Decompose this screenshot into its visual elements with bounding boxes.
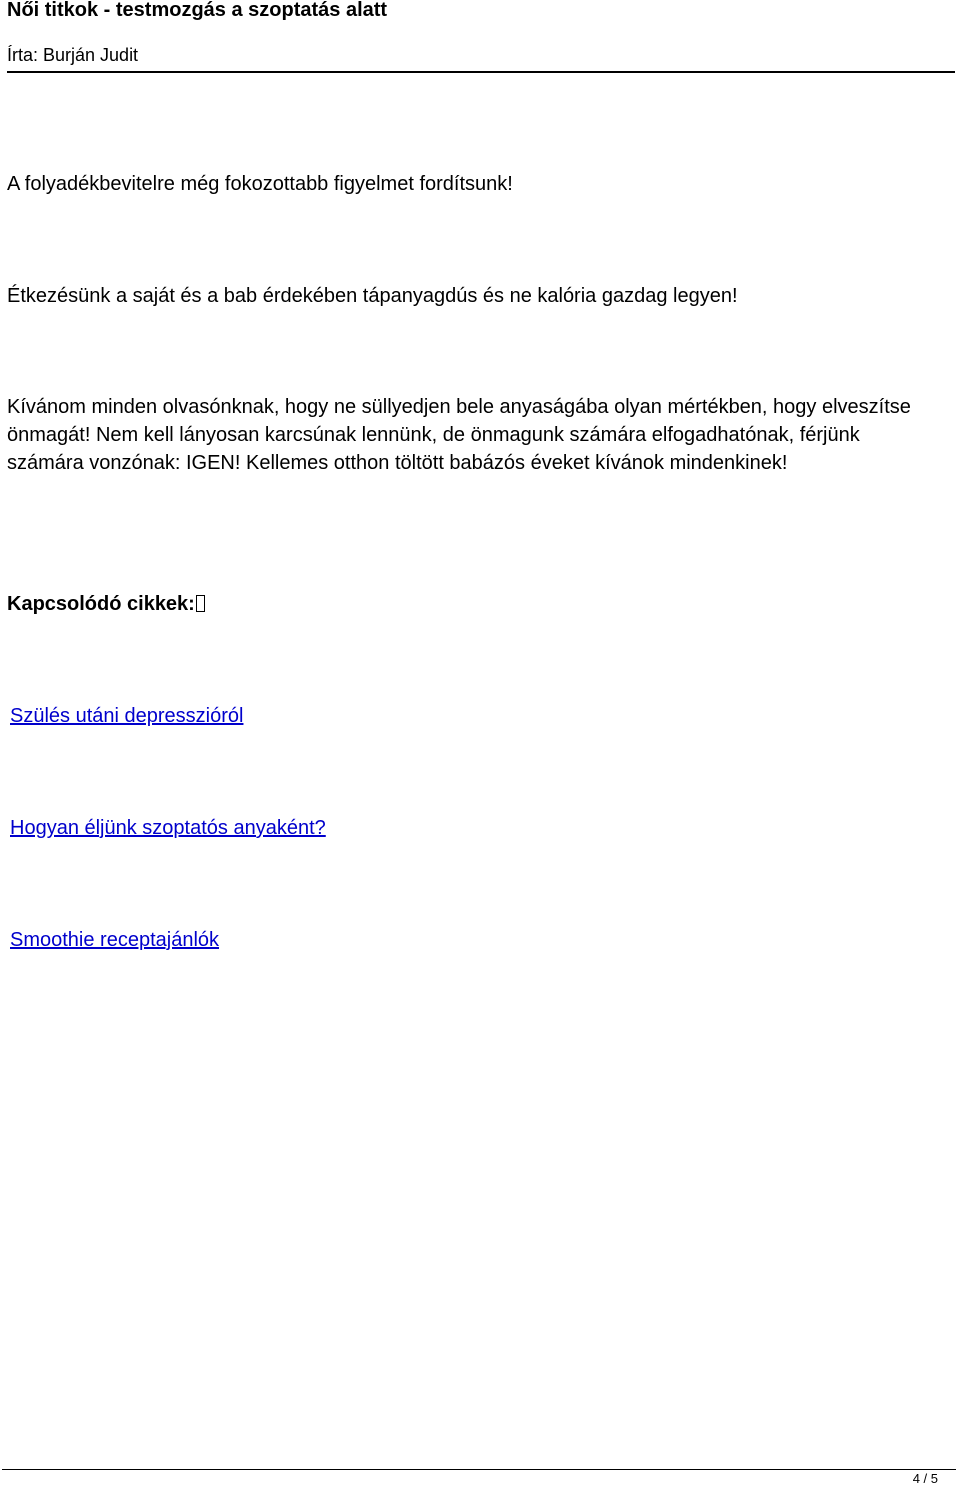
- related-link-smoothie-recipes[interactable]: Smoothie receptajánlók: [10, 929, 220, 951]
- paragraph-fluid-intake: A folyadékbevitelre még fokozottabb figyelmet fordítsunk!: [7, 173, 513, 195]
- header-divider: [7, 71, 955, 73]
- related-heading-text: Kapcsolódó cikkek:: [7, 593, 195, 615]
- page-number: 4 / 5: [912, 1471, 938, 1486]
- paragraph-nutrition: Étkezésünk a saját és a bab érdekében tápanyagdús és ne kalória gazdag legyen!: [7, 285, 738, 307]
- related-link-breastfeeding-life[interactable]: Hogyan éljünk szoptatós anyaként?: [10, 817, 326, 839]
- missing-glyph-icon: [196, 595, 205, 612]
- author-byline: Írta: Burján Judit: [7, 45, 139, 65]
- page-title: Női titkok - testmozgás a szoptatás alatt: [7, 0, 388, 21]
- related-link-postpartum-depression[interactable]: Szülés utáni depresszióról: [10, 705, 244, 727]
- paragraph-closing-wishes: Kívánom minden olvasónknak, hogy ne süllyedjen bele anyaságába olyan mértékben, hogy elveszítse önmagát! Nem kell lányosan karcsúnak lennünk, de önmagunk számára elfogadhatónak, férjünk számára vonzónak: IGEN! Kellemes otthon töltött babázós éveket kívánok mindenkinek!: [7, 396, 911, 474]
- footer-divider: [2, 1469, 956, 1470]
- related-articles-heading: [7, 590, 205, 618]
